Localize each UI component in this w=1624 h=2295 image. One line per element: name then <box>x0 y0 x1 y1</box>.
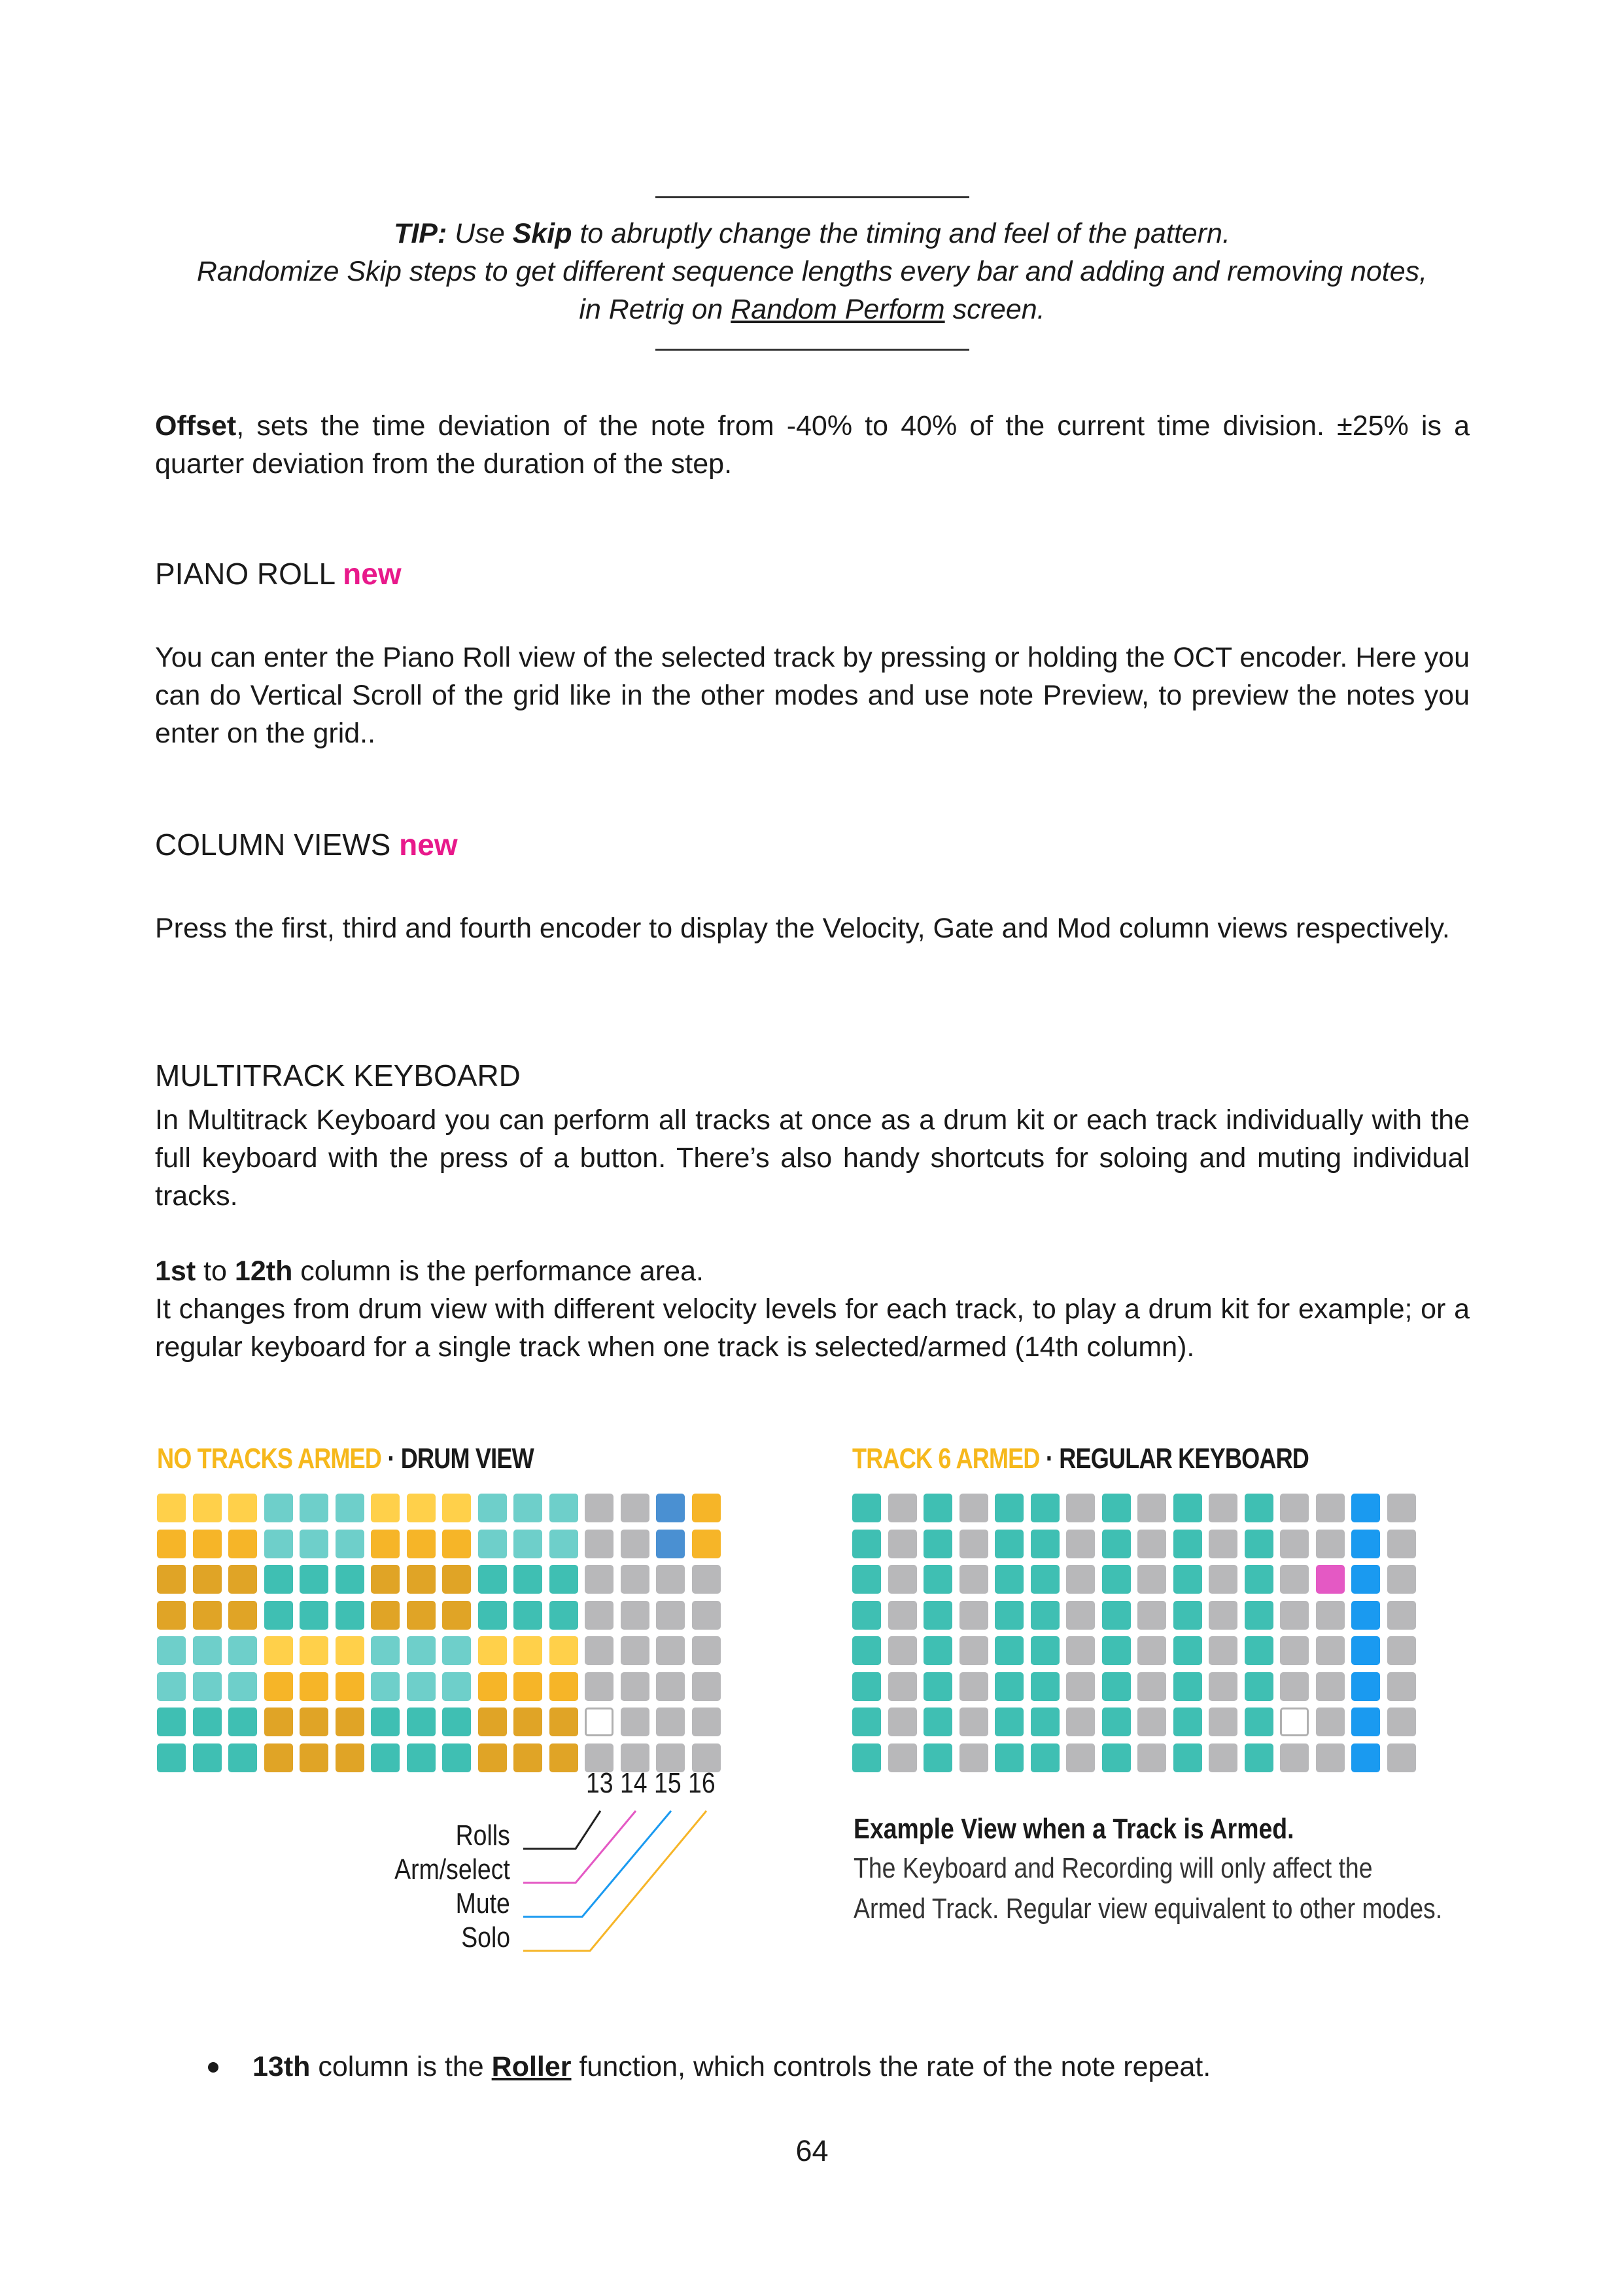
pad <box>1209 1636 1237 1665</box>
pad <box>1102 1530 1131 1558</box>
pad <box>959 1743 988 1772</box>
pad <box>959 1708 988 1736</box>
pad <box>1351 1708 1380 1736</box>
multitrack-paragraph: In Multitrack Keyboard you can perform all tracks at once as a drum kit or each track individually with the full keyboard with the press of a button. There’s also handy shortcuts for soloing and muting individual tracks. <box>155 1104 1470 1212</box>
pad <box>924 1743 952 1772</box>
pad <box>1316 1636 1345 1665</box>
pad <box>1351 1636 1380 1665</box>
pad <box>1137 1530 1166 1558</box>
col-first: 1st <box>155 1255 196 1287</box>
pad <box>995 1601 1024 1630</box>
pad <box>1245 1672 1273 1701</box>
pad <box>995 1494 1024 1522</box>
pad <box>1280 1494 1309 1522</box>
tip-text: Use <box>447 218 513 249</box>
col-last: 12th <box>234 1255 293 1287</box>
pad <box>924 1565 952 1594</box>
pad <box>1245 1494 1273 1522</box>
heading-text: COLUMN VIEWS <box>155 828 391 862</box>
pad <box>1102 1708 1131 1736</box>
bullet-item <box>252 2048 1469 2086</box>
pad <box>1173 1708 1202 1736</box>
pad <box>1280 1672 1309 1701</box>
pad <box>1387 1708 1416 1736</box>
pad <box>888 1743 917 1772</box>
pad <box>1351 1565 1380 1594</box>
pad <box>888 1565 917 1594</box>
offset-text: , sets the time deviation of the note from -40% to 40% of the current time division. ±25% is a quarter deviation from the duration of the step. <box>155 410 1470 480</box>
pad <box>1280 1601 1309 1630</box>
pad <box>1102 1672 1131 1701</box>
col-16: 16 <box>688 1767 716 1799</box>
tip-line2: Randomize Skip steps to get different sequence lengths every bar and adding and removing notes, <box>196 256 1428 287</box>
pad <box>924 1636 952 1665</box>
pad <box>1280 1530 1309 1558</box>
pad <box>1066 1743 1095 1772</box>
pad <box>1102 1601 1131 1630</box>
caption-line2: Armed Track. Regular view equivalent to other modes. <box>854 1893 1443 1925</box>
pad <box>1316 1530 1345 1558</box>
pad <box>1316 1672 1345 1701</box>
pad <box>1066 1530 1095 1558</box>
pad <box>1387 1565 1416 1594</box>
legend-rolls: Rolls <box>455 1819 510 1851</box>
pad <box>1387 1601 1416 1630</box>
pad <box>1031 1743 1060 1772</box>
pad <box>995 1743 1024 1772</box>
bullet-first: 13th <box>252 2051 311 2082</box>
pad <box>888 1494 917 1522</box>
pad <box>959 1601 988 1630</box>
pad <box>1102 1636 1131 1665</box>
pad <box>995 1708 1024 1736</box>
tip-skip: Skip <box>512 218 572 249</box>
pad <box>1137 1565 1166 1594</box>
pad <box>1066 1708 1095 1736</box>
pad <box>924 1601 952 1630</box>
pad <box>1066 1636 1095 1665</box>
pad <box>1173 1743 1202 1772</box>
tip-text: to abruptly change the timing and feel of the pattern. <box>572 218 1230 249</box>
pad <box>852 1565 881 1594</box>
pad <box>959 1530 988 1558</box>
new-badge: new <box>343 557 402 591</box>
pad <box>1066 1494 1095 1522</box>
title-sep: · <box>1039 1443 1060 1475</box>
page-number: 64 <box>795 2134 829 2167</box>
title-view: REGULAR KEYBOARD <box>1059 1443 1309 1475</box>
pad <box>1316 1708 1345 1736</box>
pad <box>1173 1530 1202 1558</box>
pad <box>1245 1601 1273 1630</box>
pad <box>995 1636 1024 1665</box>
pad <box>1280 1565 1309 1594</box>
random-perform-link[interactable]: Random Perform <box>731 294 945 325</box>
pad <box>1031 1636 1060 1665</box>
tip-text: in Retrig on <box>579 294 731 325</box>
pad <box>1137 1672 1166 1701</box>
pad <box>1137 1494 1166 1522</box>
legend-mute: Mute <box>455 1887 510 1919</box>
pad <box>852 1530 881 1558</box>
pad <box>924 1708 952 1736</box>
pad <box>1173 1672 1202 1701</box>
pad <box>1066 1672 1095 1701</box>
pad <box>1173 1565 1202 1594</box>
pad <box>1280 1636 1309 1665</box>
pad <box>1173 1601 1202 1630</box>
new-badge: new <box>399 828 458 862</box>
caption-line1: The Keyboard and Recording will only affect the <box>854 1852 1373 1884</box>
caption-title: Example View when a Track is Armed. <box>854 1813 1294 1845</box>
pad <box>1137 1743 1166 1772</box>
pad <box>959 1636 988 1665</box>
pad <box>1173 1636 1202 1665</box>
tip-text: screen. <box>944 294 1045 325</box>
pad <box>1387 1636 1416 1665</box>
col-14: 14 <box>620 1767 648 1799</box>
pad <box>1031 1494 1060 1522</box>
bullet-mid: column is the <box>310 2051 492 2082</box>
pad <box>1209 1565 1237 1594</box>
multitrack-changes: It changes from drum view with different velocity levels for each track, to play a drum kit for example; or a regular keyboard for a single track when one track is selected/armed (14th column). <box>155 1293 1470 1363</box>
pad <box>1316 1743 1345 1772</box>
pad <box>888 1672 917 1701</box>
pad <box>995 1672 1024 1701</box>
title-view: DRUM VIEW <box>400 1443 534 1475</box>
pad <box>1209 1743 1237 1772</box>
pad <box>995 1530 1024 1558</box>
right-figure-title <box>852 1443 1309 1475</box>
pad <box>1209 1494 1237 1522</box>
col-15: 15 <box>654 1767 682 1799</box>
legend-arm-select: Arm/select <box>394 1853 510 1885</box>
pad <box>959 1672 988 1701</box>
pad <box>852 1601 881 1630</box>
col-13: 13 <box>586 1767 613 1799</box>
pad <box>1245 1530 1273 1558</box>
pad <box>1137 1636 1166 1665</box>
col-rest: column is the performance area. <box>292 1255 704 1287</box>
pad <box>1066 1565 1095 1594</box>
roller-link[interactable]: Roller <box>491 2051 572 2082</box>
pad <box>888 1708 917 1736</box>
rolls-line <box>523 1811 600 1849</box>
pad <box>924 1494 952 1522</box>
title-armed: TRACK 6 ARMED <box>852 1443 1040 1475</box>
pad <box>852 1743 881 1772</box>
pad <box>924 1672 952 1701</box>
pad <box>1173 1494 1202 1522</box>
pad <box>1245 1565 1273 1594</box>
pad <box>1280 1743 1309 1772</box>
pad <box>1209 1708 1237 1736</box>
pad <box>1102 1565 1131 1594</box>
piano-roll-paragraph: You can enter the Piano Roll view of the selected track by pressing or holding the OCT encoder. Here you can do Vertical Scroll of the grid like in the other modes and use note Preview, to preview the notes you enter on the grid.. <box>155 642 1470 749</box>
pad <box>1031 1672 1060 1701</box>
pad <box>852 1636 881 1665</box>
pad <box>1066 1601 1095 1630</box>
pad <box>1387 1743 1416 1772</box>
pad <box>1351 1530 1380 1558</box>
pad <box>888 1530 917 1558</box>
solo-line <box>523 1811 706 1951</box>
pad <box>852 1708 881 1736</box>
pad <box>888 1601 917 1630</box>
pad <box>1351 1601 1380 1630</box>
pad <box>1316 1494 1345 1522</box>
pad <box>1351 1743 1380 1772</box>
pad <box>924 1530 952 1558</box>
pad <box>1387 1672 1416 1701</box>
legend-solo: Solo <box>461 1921 510 1953</box>
pad <box>1245 1636 1273 1665</box>
pad <box>1102 1494 1131 1522</box>
pad <box>1351 1494 1380 1522</box>
pad <box>1245 1708 1273 1736</box>
bullet-rest: function, which controls the rate of the note repeat. <box>571 2051 1211 2082</box>
tip-label: TIP: <box>394 218 447 249</box>
mute-line <box>523 1811 671 1917</box>
pad <box>995 1565 1024 1594</box>
column-views-paragraph: Press the first, third and fourth encoder to display the Velocity, Gate and Mod column views respectively. <box>155 913 1450 944</box>
pad <box>1031 1601 1060 1630</box>
pad <box>1102 1743 1131 1772</box>
pad <box>1316 1565 1345 1594</box>
pad <box>959 1565 988 1594</box>
multitrack-heading: MULTITRACK KEYBOARD <box>155 1059 521 1093</box>
pad <box>888 1636 917 1665</box>
pad <box>1031 1530 1060 1558</box>
pad <box>1031 1708 1060 1736</box>
pad <box>1351 1672 1380 1701</box>
pad <box>852 1672 881 1701</box>
pad <box>1031 1565 1060 1594</box>
pad <box>852 1494 881 1522</box>
pad <box>1245 1743 1273 1772</box>
pad <box>1137 1708 1166 1736</box>
pad <box>959 1494 988 1522</box>
pad <box>1209 1672 1237 1701</box>
pad <box>1280 1708 1309 1736</box>
pad <box>1209 1530 1237 1558</box>
title-armed: NO TRACKS ARMED <box>157 1443 382 1475</box>
pad <box>1387 1530 1416 1558</box>
pad <box>1316 1601 1345 1630</box>
col-to: to <box>196 1255 235 1287</box>
title-sep: · <box>381 1443 401 1475</box>
pad <box>1137 1601 1166 1630</box>
pad <box>1209 1601 1237 1630</box>
bullet-dot <box>208 2062 218 2073</box>
heading-text: PIANO ROLL <box>155 557 335 591</box>
offset-term: Offset <box>155 410 237 442</box>
pad <box>1387 1494 1416 1522</box>
regular-keyboard-grid <box>852 1494 1421 1781</box>
